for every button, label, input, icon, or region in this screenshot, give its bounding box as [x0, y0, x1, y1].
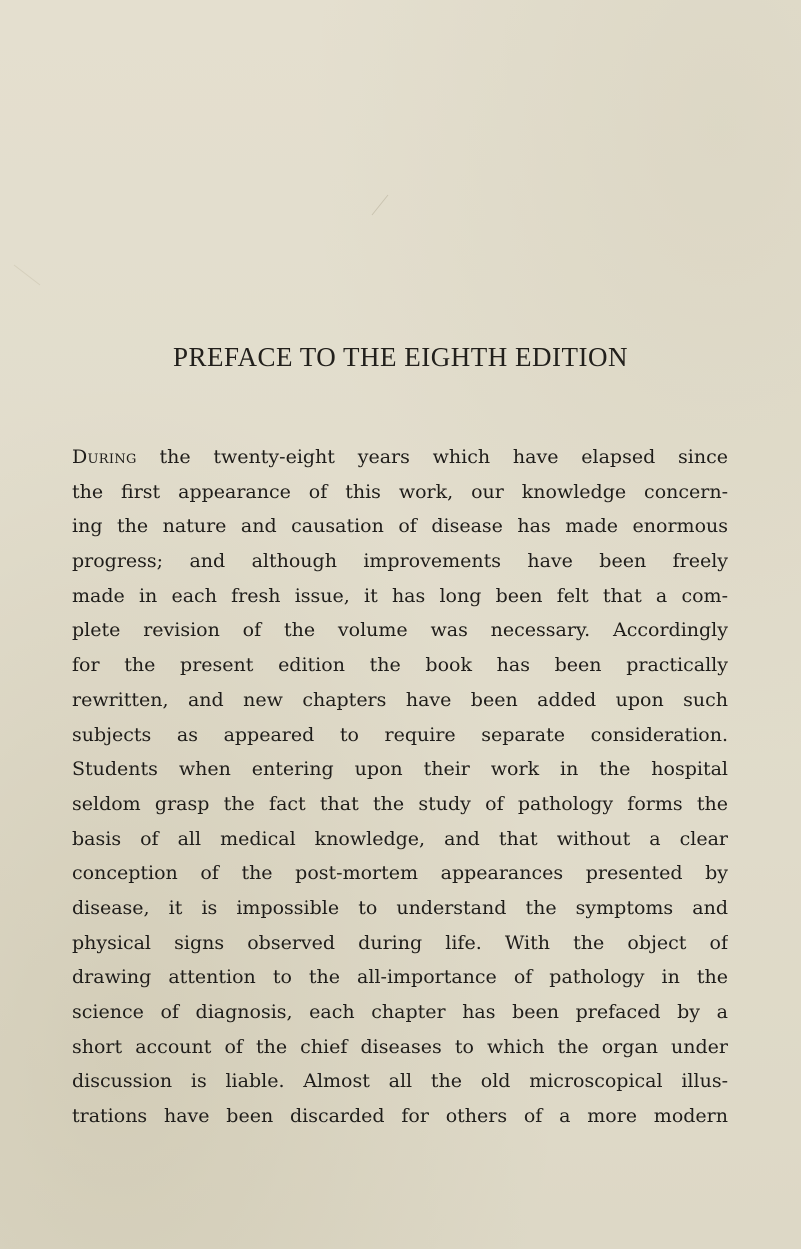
preface-paragraph: [72, 440, 728, 1134]
text-line: trations have been discarded for others of a more modern: [72, 1105, 728, 1128]
text-line: seldom grasp the fact that the study of pathology forms the: [72, 792, 728, 815]
text-line: physical signs observed during life. With the object of: [72, 931, 728, 954]
text-line: basis of all medical knowledge, and that without a clear: [72, 827, 728, 850]
text-line: [72, 440, 728, 475]
text-line: rewritten, and new chapters have been added upon such: [72, 688, 728, 711]
text-line: discussion is liable. Almost all the old microscopical illus-: [72, 1070, 728, 1093]
text-line: conception of the post-mortem appearances presented by: [72, 862, 728, 885]
text-line: subjects as appeared to require separate consideration.: [72, 723, 728, 746]
text-line: made in each fresh issue, it has long been felt that a com-: [72, 584, 728, 607]
text-line: Students when entering upon their work in the hospital: [72, 758, 728, 781]
text-line: disease, it is impossible to understand the symptoms and: [72, 896, 728, 919]
text-line: drawing attention to the all-importance of pathology in the: [72, 966, 728, 989]
text-line: science of diagnosis, each chapter has been prefaced by a: [72, 1001, 728, 1023]
first-line-text: the twenty-eight years which have elapsed since: [136, 446, 728, 468]
drop-word: During: [72, 446, 137, 468]
text-line: short account of the chief diseases to which the organ under: [72, 1035, 728, 1058]
text-line: progress; and although improvements have been freely: [72, 550, 728, 573]
preface-heading: PREFACE TO THE EIGHTH EDITION: [173, 342, 628, 372]
text-line: ing the nature and causation of disease has made enormous: [72, 515, 728, 538]
text-line: for the present edition the book has been practically: [72, 654, 728, 677]
text-line: plete revision of the volume was necessary. Accordingly: [72, 619, 728, 642]
text-line: the first appearance of this work, our knowledge concern-: [72, 480, 728, 503]
